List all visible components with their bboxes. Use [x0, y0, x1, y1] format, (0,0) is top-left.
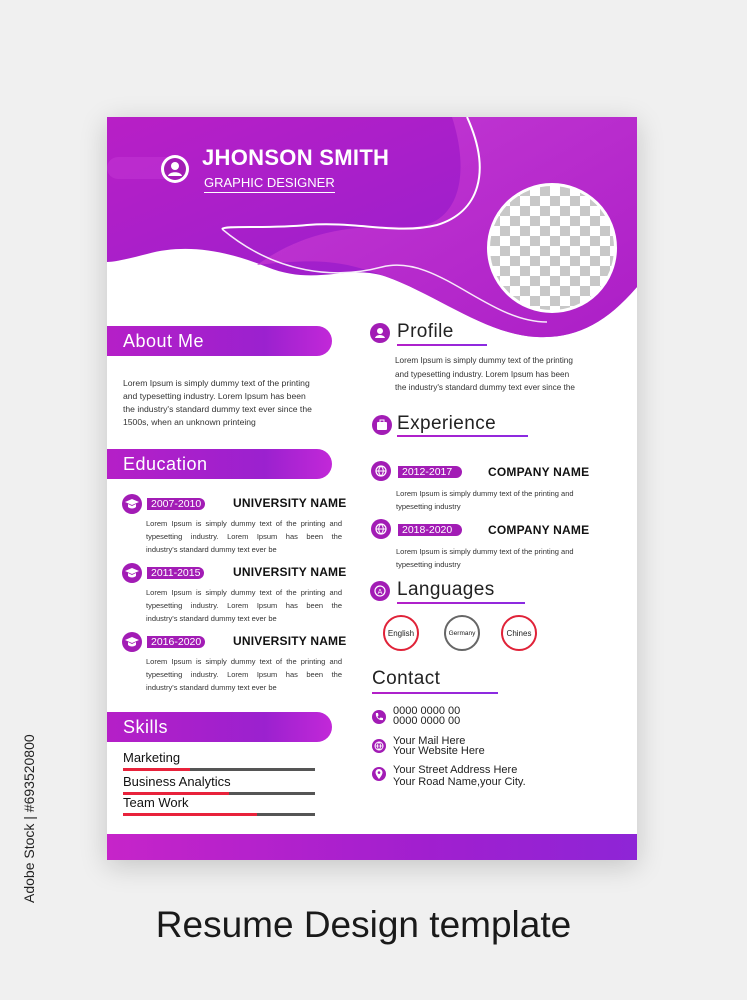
education-years: 2011-2015 — [147, 567, 204, 579]
skills-heading: Skills — [107, 712, 332, 742]
education-years: 2016-2020 — [147, 636, 205, 648]
language-badge: Germany — [444, 615, 480, 651]
about-text: Lorem Ipsum is simply dummy text of the printing and typesetting industry. Lorem Ipsum has been the industry's standard dummy text ever since the 1500s, when an unknown printeing — [123, 378, 312, 427]
experience-desc: Lorem Ipsum is simply dummy text of the printing and typesetting industry — [396, 489, 574, 511]
education-desc: Lorem Ipsum is simply dummy text of the printing and typesetting industry. Lorem Ipsum has been the industry's standard dummy text ever be — [146, 588, 342, 623]
graduation-cap-icon — [122, 494, 142, 514]
resume-page — [107, 117, 637, 860]
address-line-1: Your Street Address Here — [393, 764, 518, 776]
candidate-role: GRAPHIC DESIGNER — [204, 175, 335, 193]
experience-years: 2012-2017 — [398, 466, 462, 478]
photo-placeholder — [487, 183, 617, 313]
phone-icon — [372, 710, 386, 724]
experience-desc: Lorem Ipsum is simply dummy text of the printing and typesetting industry — [396, 547, 574, 569]
education-item — [122, 494, 362, 560]
skills-list — [123, 750, 318, 820]
education-item — [122, 632, 362, 698]
education-item — [122, 563, 362, 629]
languages-underline — [397, 602, 525, 604]
profile-text: Lorem Ipsum is simply dummy text of the printing and typesetting industry. Lorem Ipsum has been the industry's standard dummy text ever since the — [395, 356, 575, 392]
graduation-cap-icon — [122, 632, 142, 652]
language-badge: Chines — [501, 615, 537, 651]
language-icon — [370, 581, 390, 601]
profile-underline — [397, 344, 487, 346]
website-line: Your Website Here — [393, 745, 485, 757]
experience-years: 2018-2020 — [398, 524, 462, 536]
education-title: UNIVERSITY NAME — [233, 496, 347, 510]
location-pin-icon — [372, 767, 386, 781]
experience-title: Experience — [397, 413, 497, 434]
skill-label: Team Work — [123, 795, 189, 810]
person-icon — [161, 155, 189, 183]
experience-company: COMPANY NAME — [488, 523, 590, 537]
user-icon — [370, 323, 390, 343]
skill-label: Marketing — [123, 750, 181, 765]
experience-item — [371, 461, 611, 515]
experience-company: COMPANY NAME — [488, 465, 590, 479]
education-years: 2007-2010 — [147, 498, 205, 510]
education-desc: Lorem Ipsum is simply dummy text of the printing and typesetting industry. Lorem Ipsum has been the industry's standard dummy text ever be — [146, 657, 342, 692]
globe-icon — [371, 519, 391, 539]
education-title: UNIVERSITY NAME — [233, 565, 347, 579]
contact-underline — [372, 692, 498, 694]
skill-label: Business Analytics — [123, 774, 231, 789]
candidate-name: JHONSON SMITH — [202, 145, 390, 170]
about-heading: About Me — [107, 326, 332, 356]
contact-title: Contact — [372, 668, 441, 689]
globe-icon — [371, 461, 391, 481]
graduation-cap-icon — [122, 563, 142, 583]
skill-bar — [123, 768, 315, 771]
experience-item — [371, 519, 611, 573]
profile-title: Profile — [397, 321, 454, 342]
caption-title: Resume Design template — [155, 904, 572, 945]
languages-title: Languages — [397, 579, 495, 600]
footer-bar — [107, 834, 637, 860]
skill-bar — [123, 813, 315, 816]
experience-underline — [397, 435, 528, 437]
education-title: UNIVERSITY NAME — [233, 634, 347, 648]
svg-text:A: A — [377, 589, 383, 596]
phone-2: 0000 0000 00 — [393, 715, 461, 727]
education-desc: Lorem Ipsum is simply dummy text of the printing and typesetting industry. Lorem Ipsum has been the industry's standard dummy text ever be — [146, 519, 342, 554]
briefcase-icon — [372, 415, 392, 435]
language-badge: English — [383, 615, 419, 651]
globe-icon — [372, 739, 386, 753]
phone-1: 0000 0000 00 — [393, 705, 461, 717]
education-heading: Education — [107, 449, 332, 479]
address-line-2: Your Road Name,your City. — [393, 776, 526, 788]
stock-watermark: Adobe Stock | #693520800 — [21, 734, 37, 903]
mail-line: Your Mail Here — [393, 735, 466, 747]
